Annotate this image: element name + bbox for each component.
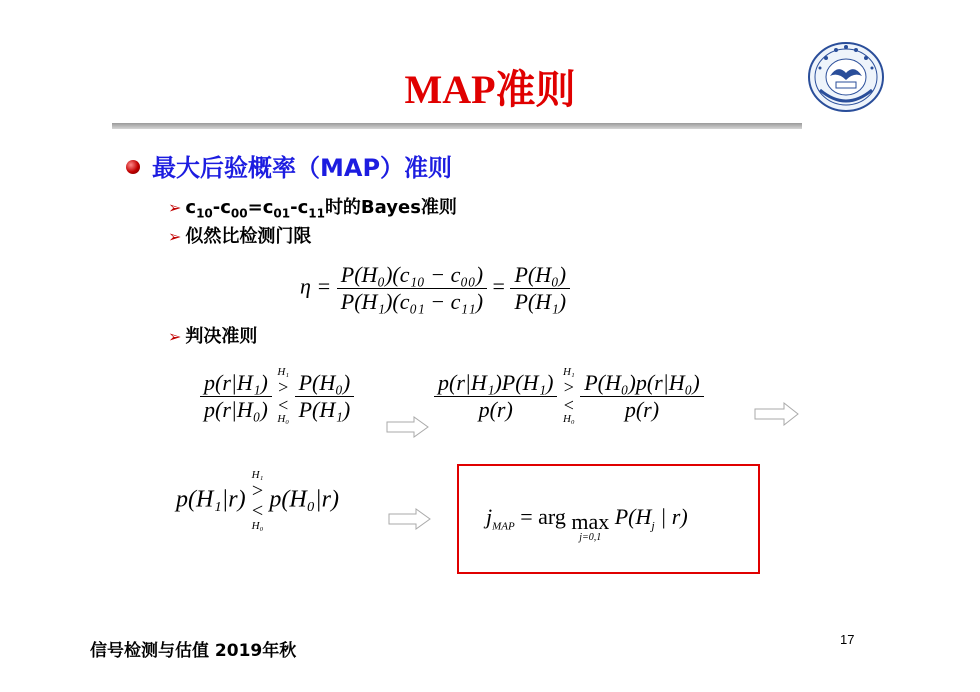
map-expr-sub: j: [651, 518, 655, 533]
rule3-relation: [252, 470, 264, 532]
rule3-rhs: p(H₀|r): [269, 486, 339, 513]
eta-lhs: η =: [300, 273, 332, 299]
sub-item-bayes-text: $c_{10}-c_{00}=c_{01}-c_{11}$时的Bayes准则: [185, 197, 457, 221]
rule2-lt: <: [563, 395, 574, 415]
eta-formula: [300, 262, 570, 315]
title-divider: [112, 123, 802, 129]
map-j-sub: MAP: [492, 520, 515, 533]
rule1-h1: H₁: [277, 366, 290, 378]
map-expr-rest: | r): [654, 504, 688, 530]
rule1-num-r: P(H₀): [295, 370, 355, 397]
map-j: j: [486, 504, 493, 530]
decision-rule-likelihood: [200, 367, 354, 425]
sub-item-threshold: [168, 222, 311, 248]
rule1-lhs-fraction: [200, 370, 272, 423]
rule1-gt: >: [278, 377, 289, 397]
eta-den-2: P(H₁): [514, 289, 567, 314]
rule2-h1: H₁: [562, 366, 575, 378]
rule3-h1: H₁: [251, 469, 264, 481]
rule1-den-r: P(H₁): [298, 396, 351, 422]
rule3-h0: H₀: [251, 520, 264, 532]
red-arrow-bullet-icon: ➢: [168, 227, 182, 246]
rule2-num-l: p(r|H₁)P(H₁): [434, 370, 557, 397]
university-seal-logo: [806, 40, 886, 119]
eta-fraction-2: [510, 262, 570, 315]
eta-den-1: P(H₁)(c₀₁ − c₁₁): [340, 289, 484, 314]
rule2-rhs-fraction: [580, 370, 703, 423]
decision-rule-posterior: [176, 470, 339, 532]
rule2-lhs-fraction: [434, 370, 557, 423]
eta-num-1: P(H₀)(c₁₀ − c₀₀): [337, 262, 487, 289]
sub-item-threshold-text: 似然比检测门限: [185, 226, 312, 247]
rule2-num-r: P(H₀)p(r|H₀): [580, 370, 703, 397]
red-sphere-bullet-icon: [126, 160, 140, 174]
red-arrow-bullet-icon: ➢: [168, 327, 182, 346]
rule1-den-l: p(r|H₀): [204, 396, 268, 422]
rule1-h0: H₀: [277, 413, 290, 425]
sub-item-decision-text: 判决准则: [185, 326, 258, 347]
map-expr: P(H: [614, 504, 652, 530]
rule2-gt: >: [563, 377, 574, 397]
rule3-lhs: p(H₁|r): [176, 486, 246, 513]
map-formula: [486, 503, 688, 543]
main-bullet-text: 最大后验概率（MAP）准则: [152, 154, 453, 182]
eta-equals: =: [492, 273, 505, 299]
rule1-lt: <: [278, 395, 289, 415]
rule2-den-l: p(r): [478, 396, 513, 422]
sub-item-bayes: [168, 193, 457, 221]
eta-fraction-1: [337, 262, 487, 315]
rule1-num-l: p(r|H₁): [200, 370, 272, 397]
rule2-relation: [563, 367, 575, 425]
hollow-right-arrow-icon: [754, 402, 800, 426]
red-arrow-bullet-icon: ➢: [168, 198, 182, 217]
map-max-under: j=0,1: [579, 532, 602, 543]
sub-item-decision: [168, 322, 257, 348]
rule1-rhs-fraction: [295, 370, 355, 423]
hollow-right-arrow-icon: [386, 416, 430, 438]
decision-rule-posterior-expanded: [434, 367, 704, 425]
footer-course-label: 信号检测与估值 2019年秋: [90, 641, 297, 661]
rule2-den-r: p(r): [624, 396, 660, 422]
rule3-lt: <: [251, 500, 264, 522]
page-number: 17: [840, 632, 855, 647]
eta-num-2: P(H₀): [510, 262, 570, 289]
map-eq-arg: = arg: [520, 504, 566, 530]
rule2-h0: H₀: [562, 413, 575, 425]
rule1-relation: [277, 367, 289, 425]
slide-title: MAP准则: [404, 67, 576, 112]
map-max-label: max: [571, 509, 610, 534]
hollow-right-arrow-icon: [388, 508, 432, 530]
rule3-gt: >: [251, 480, 264, 502]
map-max: [571, 511, 609, 543]
